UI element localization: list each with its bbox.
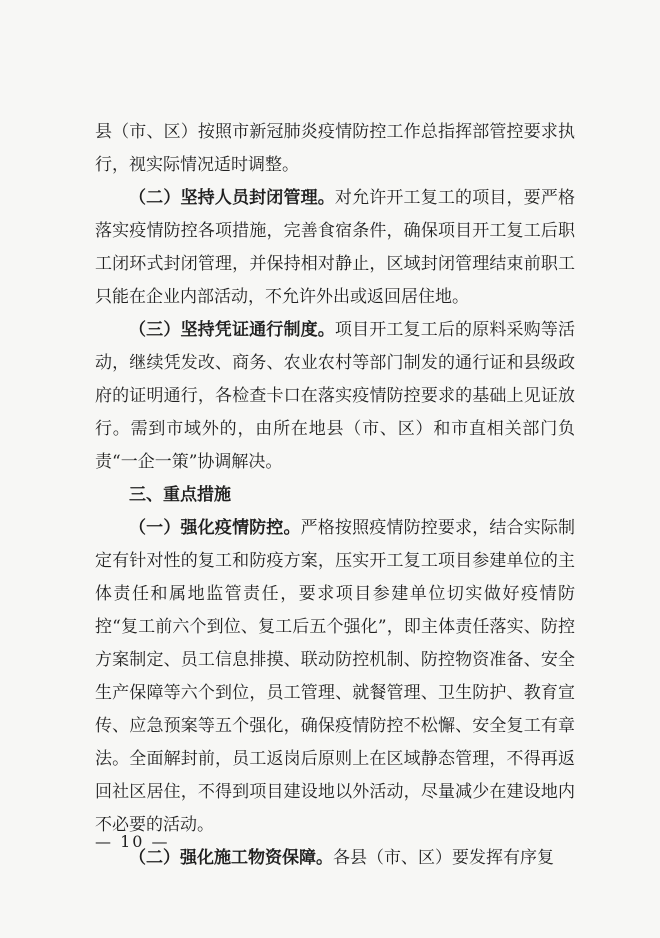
paragraph-text: 各县（市、区）要发挥有序复 xyxy=(333,848,554,868)
paragraph-text: 严格按照疫情防控要求，结合实际制定有针对性的复工和防疫方案，压实开工复工项目参建单位的主体责任和属地监管责任，要求项目参建单位切实做好疫情防控“复工前六个到位、复工后五个强化”，即主体责任落实、防控方案制定、员工信息排摸、联动防控机制、防控物资准备、安全生产保障等六个到位，员工管理、就餐管理、卫生防护、教育宣传、应急预案等五个强化，确保疫情防控不松懈、安全复工有章法。全面解封前，员工返岗后原则上在区域静态管理，不得再返回社区居住，不得到项目建设地以外活动，尽量减少在建设地内不必要的活动。 xyxy=(95,518,576,835)
paragraph-epidemic-control xyxy=(95,512,575,842)
paragraph-text: 对允许开工复工的项目，要严格落实疫情防控各项措施，完善食宿条件，确保项目开工复工后职工闭环式封闭管理，并保持相对静止，区域封闭管理结束前职工只能在企业内部活动，不允许外出或返回居住地。 xyxy=(95,188,576,307)
paragraph-heading: （一）强化疫情防控。 xyxy=(129,518,301,538)
paragraph-pass-system xyxy=(95,314,575,479)
paragraph-heading: （三）坚持凭证通行制度。 xyxy=(129,320,335,340)
paragraph-continuation xyxy=(95,116,575,182)
section-heading: 三、重点措施 xyxy=(129,485,231,505)
paragraph-text: 项目开工复工后的原料采购等活动，继续凭发改、商务、农业农村等部门制发的通行证和县级政府的证明通行，各检查卡口在落实疫情防控要求的基础上见证放行。需到市域外的，由所在地县（市、区）和市直相关部门负责“一企一策”协调解决。 xyxy=(95,320,576,472)
paragraph-closed-management xyxy=(95,182,575,314)
paragraph-heading: （二）坚持人员封闭管理。 xyxy=(129,188,335,208)
paragraph-text: 县（市、区）按照市新冠肺炎疫情防控工作总指挥部管控要求执行，视实际情况适时调整。 xyxy=(95,122,575,175)
document-body xyxy=(95,116,575,875)
page-number: — 10 — xyxy=(95,832,170,851)
paragraph-heading: （二）强化施工物资保障。 xyxy=(129,848,333,868)
